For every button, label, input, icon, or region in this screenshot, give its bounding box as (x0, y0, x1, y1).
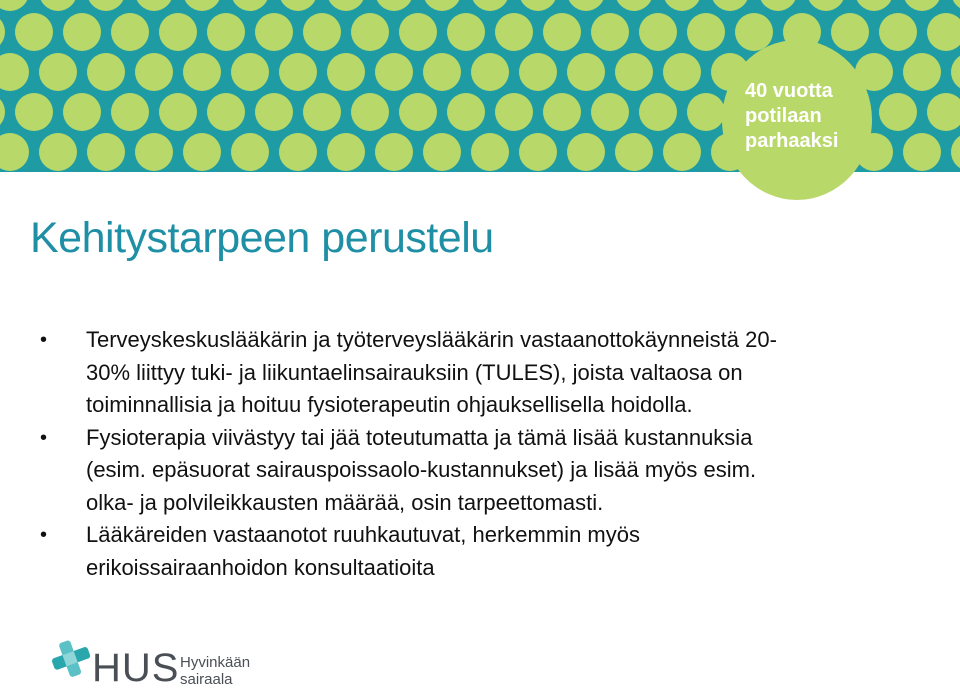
banner-dot (471, 0, 509, 11)
banner-dot (159, 13, 197, 51)
banner-dot (375, 133, 413, 171)
banner-dot (639, 13, 677, 51)
bullet-line: • Fysioterapia viivästyy tai jää toteutumatta ja tämä lisää kustannuksia (86, 424, 753, 450)
banner-dot (327, 53, 365, 91)
banner-dot (39, 0, 77, 11)
badge-line: potilaan (745, 105, 822, 127)
banner-dot (567, 133, 605, 171)
banner-dot (207, 13, 245, 51)
banner-dot (879, 13, 917, 51)
banner-dot (831, 13, 869, 51)
bullet-line: 30% liittyy tuki- ja liikuntaelinsairauksiin (TULES), joista valtaosa on (86, 359, 743, 385)
banner-dot (951, 0, 960, 11)
banner-dot (615, 133, 653, 171)
banner-dot (927, 13, 960, 51)
anniversary-badge-text (745, 79, 838, 154)
banner-dot (567, 0, 605, 11)
banner-dot (0, 93, 5, 131)
banner-dot (615, 0, 653, 11)
bullet-line: • Terveyskeskuslääkärin ja työterveyslääkärin vastaanottokäynneistä 20- (86, 327, 777, 352)
slide-title: Kehitystarpeen perustelu (30, 214, 494, 262)
bullet-line: (esim. epäsuorat sairauspoissaolo-kustannukset) ja lisää myös esim. (86, 457, 757, 482)
banner-dot (519, 0, 557, 11)
banner-dot (903, 0, 941, 11)
banner-dot (0, 0, 29, 11)
badge-line: parhaaksi (745, 130, 839, 152)
banner-dot (423, 133, 461, 171)
banner-dot (951, 53, 960, 91)
banner-dot (591, 13, 629, 51)
banner-dot (399, 13, 437, 51)
banner-dot (687, 13, 725, 51)
banner-dot (519, 53, 557, 91)
banner-dot (399, 93, 437, 131)
logo-wordmark: HUS (92, 646, 180, 690)
banner-dot (327, 0, 365, 11)
banner-dot (279, 53, 317, 91)
banner-dot (951, 133, 960, 171)
banner-dot (303, 93, 341, 131)
banner-dot (591, 93, 629, 131)
banner-dot (63, 13, 101, 51)
banner-dot (279, 0, 317, 11)
banner-dot (327, 133, 365, 171)
banner-dot (183, 53, 221, 91)
banner-dot (423, 0, 461, 11)
banner-dot (183, 0, 221, 11)
banner-dot (87, 53, 125, 91)
logo-unit-line: sairaala (180, 671, 233, 688)
banner-dot (39, 53, 77, 91)
banner-dot (471, 53, 509, 91)
banner-dot (39, 133, 77, 171)
bullet-line: olka- ja polvileikkausten määrää, osin tarpeettomasti. (86, 489, 604, 515)
banner-dot (903, 133, 941, 171)
banner-dot (255, 93, 293, 131)
banner-dot (567, 53, 605, 91)
banner-dot (447, 13, 485, 51)
banner-dot (159, 93, 197, 131)
banner-dot (375, 53, 413, 91)
banner-dot (543, 93, 581, 131)
bullet-list (40, 324, 920, 584)
bullet-line: • Lääkäreiden vastaanotot ruuhkautuvat, herkemmin myös (86, 522, 640, 547)
banner-dot (351, 93, 389, 131)
banner-dot (495, 13, 533, 51)
banner-dot (495, 93, 533, 131)
banner-dot (231, 53, 269, 91)
banner-dot (375, 0, 413, 11)
banner-dot (543, 13, 581, 51)
logo-unit-name (180, 654, 250, 688)
banner-dot (0, 53, 29, 91)
banner-dot (183, 133, 221, 171)
banner-dot (63, 93, 101, 131)
banner-dot (351, 13, 389, 51)
bullet-item (40, 519, 920, 584)
banner-dot (423, 53, 461, 91)
banner-dot (663, 0, 701, 11)
banner-dot (471, 133, 509, 171)
banner-dot (711, 0, 749, 11)
banner-dot (0, 133, 29, 171)
bullet-item (40, 324, 920, 422)
bullet-line: toiminnallisia ja hoituu fysioterapeutin ohjauksellisella hoidolla. (86, 392, 693, 417)
banner-dot (231, 133, 269, 171)
banner-dot (759, 0, 797, 11)
hus-logo (50, 636, 270, 688)
banner-dot (519, 133, 557, 171)
badge-line: 40 vuotta (745, 80, 833, 102)
banner-dot (111, 13, 149, 51)
banner-dot (15, 13, 53, 51)
banner-dot (135, 0, 173, 11)
banner-dot (135, 133, 173, 171)
banner-dot (87, 0, 125, 11)
banner-dot (0, 13, 5, 51)
hus-cross-logo-icon (50, 636, 94, 680)
banner-dot (663, 133, 701, 171)
banner-dot (807, 0, 845, 11)
banner-dot (279, 133, 317, 171)
banner-dot (207, 93, 245, 131)
bullet-item (40, 422, 920, 520)
banner-dot (255, 13, 293, 51)
banner-dot (615, 53, 653, 91)
banner-dot (87, 133, 125, 171)
banner-dot (903, 53, 941, 91)
banner-dot (303, 13, 341, 51)
banner-dot (231, 0, 269, 11)
banner-dot (879, 93, 917, 131)
banner-dot (663, 53, 701, 91)
banner-dot (639, 93, 677, 131)
banner-dot (927, 93, 960, 131)
banner-dot (135, 53, 173, 91)
bullet-line: erikoissairaanhoidon konsultaatioita (86, 554, 435, 580)
banner-dot (855, 0, 893, 11)
banner-dot (15, 93, 53, 131)
logo-unit-line: Hyvinkään (180, 654, 251, 671)
banner-dot (447, 93, 485, 131)
banner-dot (111, 93, 149, 131)
banner-dot (687, 93, 725, 131)
